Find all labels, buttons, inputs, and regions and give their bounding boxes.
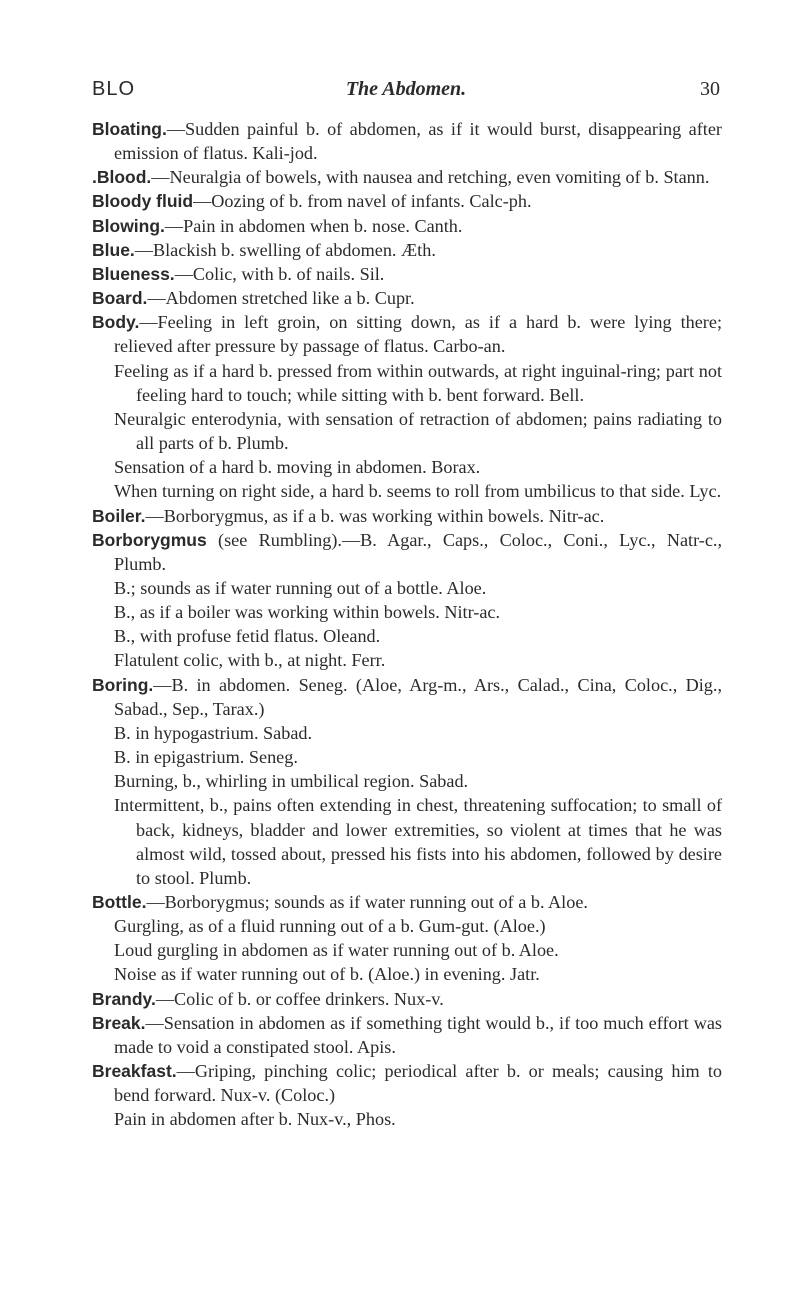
entry-head: Blueness. xyxy=(92,263,175,284)
entry-main xyxy=(92,189,722,213)
entry-main xyxy=(92,673,722,721)
entry xyxy=(92,214,722,238)
entry xyxy=(92,189,722,213)
entry-head: .Blood. xyxy=(92,167,152,188)
entry-head: Blowing. xyxy=(92,215,165,236)
entry-main xyxy=(92,890,722,914)
header-title: The Abdomen. xyxy=(345,78,467,100)
entry-head: Boring. xyxy=(92,674,154,695)
entry-head: Blue. xyxy=(92,239,135,260)
sub-entry: Pain in abdomen after b. Nux-v., Phos. xyxy=(114,1109,396,1130)
entry xyxy=(92,1059,722,1131)
entry-text: —Borborygmus; sounds as if water running out of a b. Aloe. xyxy=(146,892,588,912)
entry-list xyxy=(92,117,722,1132)
entry-main xyxy=(92,262,722,286)
entry-head: Board. xyxy=(92,288,148,309)
sub-entry: B., as if a boiler was working within bowels. Nitr-ac. xyxy=(114,602,501,623)
header-left: BLO xyxy=(92,78,136,100)
entry xyxy=(92,528,722,673)
entry-text: —Oozing of b. from navel of infants. Calc-ph. xyxy=(193,191,532,212)
entry-head: Bloody fluid xyxy=(92,191,194,212)
entry-head: Borborygmus xyxy=(92,529,207,550)
entry xyxy=(92,238,722,262)
entry-text: —Sudden painful b. of abdomen, as if it would burst, disappearing after emission of flatus. Kali-jod. xyxy=(114,119,722,164)
sub-entry: Loud gurgling in abdomen as if water running out of b. Aloe. xyxy=(114,940,559,961)
entry-main xyxy=(92,528,722,576)
entry xyxy=(92,117,722,165)
sub-entry: When turning on right side, a hard b. seems to roll from umbilicus to that side. Lyc. xyxy=(114,481,722,502)
entry-head: Brandy. xyxy=(92,988,156,1009)
entry-head: Body. xyxy=(92,312,140,333)
entry-text: —Neuralgia of bowels, with nausea and retching, even vomiting of b. Stann. xyxy=(151,167,710,188)
entry xyxy=(92,504,722,528)
sub-entry: Sensation of a hard b. moving in abdomen. Borax. xyxy=(114,457,481,478)
sub-entry: B.; sounds as if water running out of a bottle. Aloe. xyxy=(114,577,487,598)
entry-head: Breakfast. xyxy=(92,1061,177,1082)
entry-main xyxy=(92,214,722,238)
entry-text: —Pain in abdomen when b. nose. Canth. xyxy=(164,215,463,236)
entry-head: Bloating. xyxy=(92,119,167,139)
entry-text: —Blackish b. swelling of abdomen. Æth. xyxy=(134,239,436,260)
entry xyxy=(92,890,722,987)
entry-text: —Abdomen stretched like a b. Cupr. xyxy=(147,288,415,309)
sub-entry: Burning, b., whirling in umbilical region. Sabad. xyxy=(114,771,469,792)
entry xyxy=(92,987,722,1011)
entry-text: —Colic, with b. of nails. Sil. xyxy=(174,263,385,284)
page-number: 30 xyxy=(700,78,720,100)
entry-head: Bottle. xyxy=(92,892,147,912)
sub-entry: B. in hypogastrium. Sabad. xyxy=(114,722,313,743)
entry-text: —Borborygmus, as if a b. was working within bowels. Nitr-ac. xyxy=(145,505,605,526)
entry-text: (see Rumbling).—B. Agar., Caps., Coloc., Coni., Lyc., Natr-c., Plumb. xyxy=(114,529,722,574)
sub-entry: Flatulent colic, with b., at night. Ferr. xyxy=(114,650,386,671)
entry-main xyxy=(92,987,722,1011)
sub-entry: B., with profuse fetid flatus. Oleand. xyxy=(114,626,381,647)
sub-entries xyxy=(114,1107,722,1131)
entry xyxy=(92,262,722,286)
entry-main xyxy=(92,504,722,528)
entry xyxy=(92,286,722,310)
entry-main xyxy=(92,238,722,262)
sub-entry: Neuralgic enterodynia, with sensation of retraction of abdomen; pains radiating to all parts of b. Plumb. xyxy=(114,408,722,454)
entry-main xyxy=(92,117,722,165)
entry-main xyxy=(92,310,722,358)
entry-main xyxy=(92,1011,722,1059)
entry xyxy=(92,165,722,189)
entry-text: —Feeling in left groin, on sitting down, as if a hard b. were lying there; relieved after pressure by passage of flatus. Carbo-an. xyxy=(114,312,722,357)
entry-head: Break. xyxy=(92,1012,146,1033)
sub-entry: Feeling as if a hard b. pressed from within outwards, at right inguinal-ring; part not feeling hard to touch; while sitting with b. bent forward. Bell. xyxy=(114,360,722,405)
entry-text: —Colic of b. or coffee drinkers. Nux-v. xyxy=(155,988,444,1009)
entry-text: —B. in abdomen. Seneg. (Aloe, Arg-m., Ars., Calad., Cina, Coloc., Dig., Sabad., Sep., Tarax.) xyxy=(114,674,722,719)
entry-text: —Griping, pinching colic; periodical after b. or meals; causing him to bend forward. Nux-v. (Coloc.) xyxy=(114,1061,722,1106)
sub-entries xyxy=(114,914,722,986)
entry-main xyxy=(92,286,722,310)
sub-entry: Intermittent, b., pains often extending in chest, threatening suffocation; to small of back, kidneys, bladder and lower extremities, so violent at times that he was almost wild, tossed about, pressed his fists into his abdomen, followed by desire to stool. Plumb. xyxy=(114,795,722,888)
entry xyxy=(92,310,722,503)
entry xyxy=(92,673,722,890)
entry-head: Boiler. xyxy=(92,505,146,526)
sub-entry: B. in epigastrium. Seneg. xyxy=(114,747,298,768)
entry xyxy=(92,1011,722,1059)
sub-entries xyxy=(114,359,722,504)
sub-entries xyxy=(114,721,722,890)
entry-main xyxy=(92,1059,722,1107)
sub-entries xyxy=(114,576,722,673)
sub-entry: Noise as if water running out of b. (Aloe.) in evening. Jatr. xyxy=(114,964,540,985)
sub-entry: Gurgling, as of a fluid running out of a b. Gum-gut. (Aloe.) xyxy=(114,916,546,937)
running-header xyxy=(92,78,720,108)
entry-main xyxy=(92,165,722,189)
entry-text: —Sensation in abdomen as if something tight would b., if too much effort was made to void a constipated stool. Apis. xyxy=(114,1012,722,1057)
